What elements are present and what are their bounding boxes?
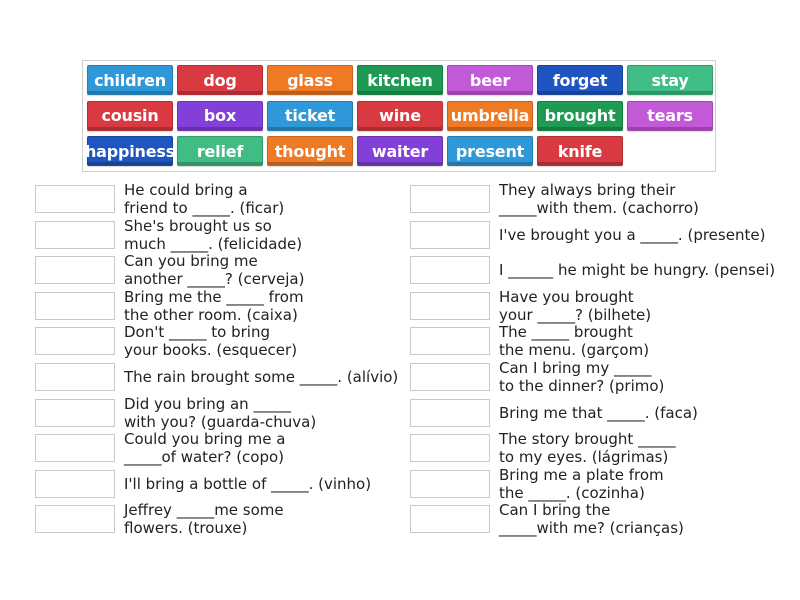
word-tile-5[interactable]: beer <box>447 65 533 95</box>
left-clue-text-10: Jeffrey _____me some flowers. (trouxe) <box>124 501 284 538</box>
left-answer-box-6[interactable] <box>35 363 115 391</box>
right-clue-text-6: Can I bring my _____ to the dinner? (primo) <box>499 359 665 395</box>
left-clue-text-3: Can you bring me another _____? (cerveja) <box>124 252 305 289</box>
right-answer-box-7[interactable] <box>410 399 490 427</box>
word-tile-8[interactable]: cousin <box>87 101 173 131</box>
left-answer-box-4[interactable] <box>35 292 115 320</box>
word-tile-17[interactable]: thought <box>267 136 353 166</box>
word-tile-14[interactable]: tears <box>627 101 713 131</box>
right-clue-text-9: Bring me a plate from the _____. (cozinha) <box>499 465 664 502</box>
right-clue-text-1: They always bring their _____with them. (cachorro) <box>499 181 699 217</box>
left-clue-text-7: Did you bring an _____ with you? (guarda-chuva) <box>124 394 317 431</box>
word-tile-6[interactable]: forget <box>537 65 623 95</box>
left-clue-row-6 <box>35 360 398 394</box>
left-answer-box-5[interactable] <box>35 327 115 355</box>
left-clue-row-4 <box>35 289 304 323</box>
right-clue-row-4 <box>410 289 651 323</box>
left-clue-text-9: I'll bring a bottle of _____. (vinho) <box>124 474 372 493</box>
left-answer-box-2[interactable] <box>35 221 115 249</box>
right-answer-box-10[interactable] <box>410 505 490 533</box>
word-tile-4[interactable]: kitchen <box>357 65 443 95</box>
right-clue-text-10: Can I bring the _____with me? (crianças) <box>499 501 684 538</box>
right-clue-row-6 <box>410 360 664 394</box>
right-clue-text-8: The story brought _____ to my eyes. (lágrimas) <box>499 430 676 467</box>
left-answer-box-10[interactable] <box>35 505 115 533</box>
right-clue-text-3: I ______ he might be hungry. (pensei) <box>499 261 776 280</box>
right-clue-row-1 <box>410 182 699 216</box>
left-answer-box-8[interactable] <box>35 434 115 462</box>
word-tile-7[interactable]: stay <box>627 65 713 95</box>
right-clue-row-9 <box>410 467 664 501</box>
left-clue-row-9 <box>35 467 371 501</box>
left-clue-text-8: Could you bring me a _____of water? (copo) <box>124 430 286 467</box>
word-tile-2[interactable]: dog <box>177 65 263 95</box>
right-clue-row-5 <box>410 324 649 358</box>
right-clue-row-10 <box>410 502 684 536</box>
left-clue-text-2: She's brought us so much _____. (felicidade) <box>124 216 303 253</box>
right-answer-box-9[interactable] <box>410 470 490 498</box>
left-clue-row-2 <box>35 218 302 252</box>
right-clue-row-7 <box>410 396 698 430</box>
right-clue-row-3 <box>410 253 775 287</box>
left-answer-box-3[interactable] <box>35 256 115 284</box>
right-answer-box-4[interactable] <box>410 292 490 320</box>
word-tile-13[interactable]: brought <box>537 101 623 131</box>
right-answer-box-5[interactable] <box>410 327 490 355</box>
right-clue-row-2 <box>410 218 765 252</box>
word-tile-10[interactable]: ticket <box>267 101 353 131</box>
right-clue-row-8 <box>410 431 676 465</box>
right-answer-box-3[interactable] <box>410 256 490 284</box>
word-tile-18[interactable]: waiter <box>357 136 443 166</box>
word-tile-15[interactable]: happiness <box>87 136 173 166</box>
word-tile-11[interactable]: wine <box>357 101 443 131</box>
left-clue-text-5: Don't _____ to bring your books. (esquecer) <box>124 323 298 360</box>
left-clue-row-3 <box>35 253 304 287</box>
right-answer-box-6[interactable] <box>410 363 490 391</box>
word-tile-12[interactable]: umbrella <box>447 101 533 131</box>
word-tile-3[interactable]: glass <box>267 65 353 95</box>
left-answer-box-9[interactable] <box>35 470 115 498</box>
left-clue-text-4: Bring me the _____ from the other room. (caixa) <box>124 287 304 324</box>
left-clue-text-1: He could bring a friend to _____. (ficar) <box>124 181 285 217</box>
left-clue-row-8 <box>35 431 285 465</box>
right-clue-text-4: Have you brought your _____? (bilhete) <box>499 287 652 324</box>
left-clue-text-6: The rain brought some _____. (alívio) <box>124 368 399 386</box>
left-clue-row-7 <box>35 396 316 430</box>
left-answer-box-7[interactable] <box>35 399 115 427</box>
word-tile-9[interactable]: box <box>177 101 263 131</box>
word-tile-1[interactable]: children <box>87 65 173 95</box>
left-clue-row-1 <box>35 182 284 216</box>
word-bank <box>82 60 716 172</box>
right-clue-text-2: I've brought you a _____. (presente) <box>499 225 766 244</box>
left-clue-row-5 <box>35 324 297 358</box>
right-clue-text-7: Bring me that _____. (faca) <box>499 403 698 422</box>
word-tile-19[interactable]: present <box>447 136 533 166</box>
left-clue-row-10 <box>35 502 284 536</box>
right-answer-box-8[interactable] <box>410 434 490 462</box>
right-clue-text-5: The _____ brought the menu. (garçom) <box>499 323 650 360</box>
right-answer-box-1[interactable] <box>410 185 490 213</box>
left-answer-box-1[interactable] <box>35 185 115 213</box>
word-tile-16[interactable]: relief <box>177 136 263 166</box>
right-answer-box-2[interactable] <box>410 221 490 249</box>
word-tile-20[interactable]: knife <box>537 136 623 166</box>
